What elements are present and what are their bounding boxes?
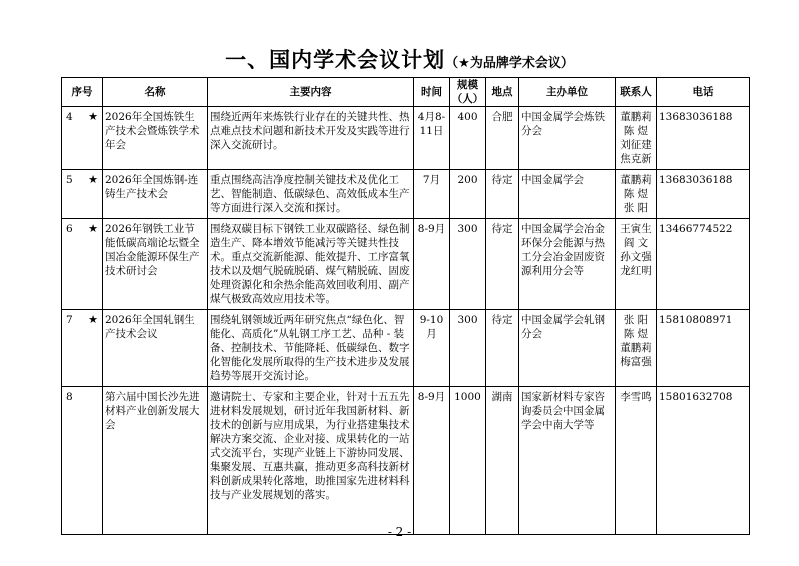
cell-place: 湖南	[486, 387, 519, 535]
header-organizer: 主办单位	[519, 78, 616, 107]
cell-phone: 13683036188	[657, 107, 750, 170]
seq-number: 6	[66, 223, 73, 235]
header-contact: 联系人	[616, 78, 657, 107]
cell-contact: 张 阳 陈 煜 董鹏莉 梅富强	[616, 310, 657, 387]
table-row	[62, 170, 750, 219]
star-icon: ★	[88, 110, 98, 123]
cell-organizer: 国家新材料专家咨询委员会中国金属学会中南大学等	[519, 387, 616, 535]
cell-place: 待定	[486, 219, 519, 310]
cell-organizer: 中国金属学会炼铁分会	[519, 107, 616, 170]
cell-time: 8-9月	[414, 387, 450, 535]
cell-content: 邀请院士、专家和主要企业，针对十五五先进材料发展规划，研讨近年我国新材料、新技术的创新与应用成果，为行业搭建集技术解决方案交流、企业对接、成果转化的一站式交流平台，实现产业链上下游协同发展、集聚发展、互惠共赢，推动更多高科技新材料创新成果转化落地，助推国家先进材料科技与产业发展规划的落实。	[208, 387, 414, 535]
cell-content: 围绕轧钢领域近两年研究焦点“绿色化、智能化、高质化”从轧钢工序工艺、品种 - 装备、控制技术、节能降耗、低碳绿色、数字化智能化发展所取得的生产技术进步及发展趋势等展开交流讨论。	[208, 310, 414, 387]
header-seq: 序号	[62, 78, 103, 107]
cell-time: 8-9月	[414, 219, 450, 310]
header-time: 时间	[414, 78, 450, 107]
cell-scale: 400	[450, 107, 486, 170]
header-place: 地点	[486, 78, 519, 107]
cell-content: 围绕双碳目标下钢铁工业双碳路径、绿色制造生产、降本增效节能减污等关键共性技术。重点交流新能源、能效提升、工序富氧技术以及烟气脱硫脱硝、煤气精脱硫、固废处理资源化和余热余能高效回收利用、副产煤气极致高效应用技术等。	[208, 219, 414, 310]
star-icon: ★	[88, 173, 98, 186]
table-row	[62, 107, 750, 170]
cell-organizer: 中国金属学会轧钢分会	[519, 310, 616, 387]
header-phone: 电话	[657, 78, 750, 107]
seq-number: 5	[66, 174, 73, 186]
title-note: （★为品牌学术会议）	[445, 56, 574, 71]
star-icon: ★	[88, 222, 98, 235]
cell-time: 4月8-11日	[414, 107, 450, 170]
header-scale: 规模（人）	[450, 78, 486, 107]
cell-phone: 15801632708	[657, 387, 750, 535]
cell-organizer: 中国金属学会	[519, 170, 616, 219]
cell-seq	[62, 219, 103, 310]
cell-scale: 200	[450, 170, 486, 219]
seq-number: 7	[66, 314, 73, 326]
header-content: 主要内容	[208, 78, 414, 107]
cell-contact: 董鹏莉 陈 煜 刘征建 焦克新	[616, 107, 657, 170]
star-icon: ★	[88, 313, 98, 326]
conference-plan-table	[61, 77, 750, 535]
cell-scale: 300	[450, 219, 486, 310]
page-title	[0, 44, 799, 74]
cell-name: 2026年全国轧钢生产技术会议	[103, 310, 208, 387]
cell-contact: 王寅生 阎 文 孙文强 龙红明	[616, 219, 657, 310]
cell-place: 待定	[486, 170, 519, 219]
table-row	[62, 387, 750, 535]
cell-seq	[62, 387, 103, 535]
title-main: 一、国内学术会议计划	[225, 48, 446, 72]
cell-seq	[62, 107, 103, 170]
seq-number: 8	[66, 391, 73, 403]
cell-name: 2026年全国炼铁生产技术会暨炼铁学术年会	[103, 107, 208, 170]
cell-content: 重点围绕高洁净度控制关键技术及优化工艺、智能制造、低碳绿色、高效低成本生产等方面进行深入交流和探讨。	[208, 170, 414, 219]
cell-phone: 13683036188	[657, 170, 750, 219]
cell-place: 合肥	[486, 107, 519, 170]
cell-name: 第六届中国长沙先进材料产业创新发展大会	[103, 387, 208, 535]
cell-time: 9-10月	[414, 310, 450, 387]
table-header-row	[62, 78, 750, 107]
table-row	[62, 310, 750, 387]
header-name: 名称	[103, 78, 208, 107]
cell-name: 2026年全国炼钢-连铸生产技术会	[103, 170, 208, 219]
cell-organizer: 中国金属学会冶金环保分会能源与热工分会冶金固废资源利用分会等	[519, 219, 616, 310]
cell-phone: 13466774522	[657, 219, 750, 310]
cell-scale: 300	[450, 310, 486, 387]
cell-time: 7月	[414, 170, 450, 219]
cell-seq	[62, 170, 103, 219]
cell-place: 待定	[486, 310, 519, 387]
cell-scale: 1000	[450, 387, 486, 535]
cell-phone: 15810808971	[657, 310, 750, 387]
table-row	[62, 219, 750, 310]
cell-name: 2026年钢铁工业节能低碳高端论坛暨全国冶金能源环保生产技术研讨会	[103, 219, 208, 310]
page-number: - 2 -	[387, 525, 412, 539]
cell-seq	[62, 310, 103, 387]
cell-content: 围绕近两年来炼铁行业存在的关键共性、热点难点技术问题和新技术开发及实践等进行深入交流研讨。	[208, 107, 414, 170]
cell-contact: 李雪鸣	[616, 387, 657, 535]
seq-number: 4	[66, 111, 73, 123]
cell-contact: 董鹏莉 陈 煜 张 阳	[616, 170, 657, 219]
